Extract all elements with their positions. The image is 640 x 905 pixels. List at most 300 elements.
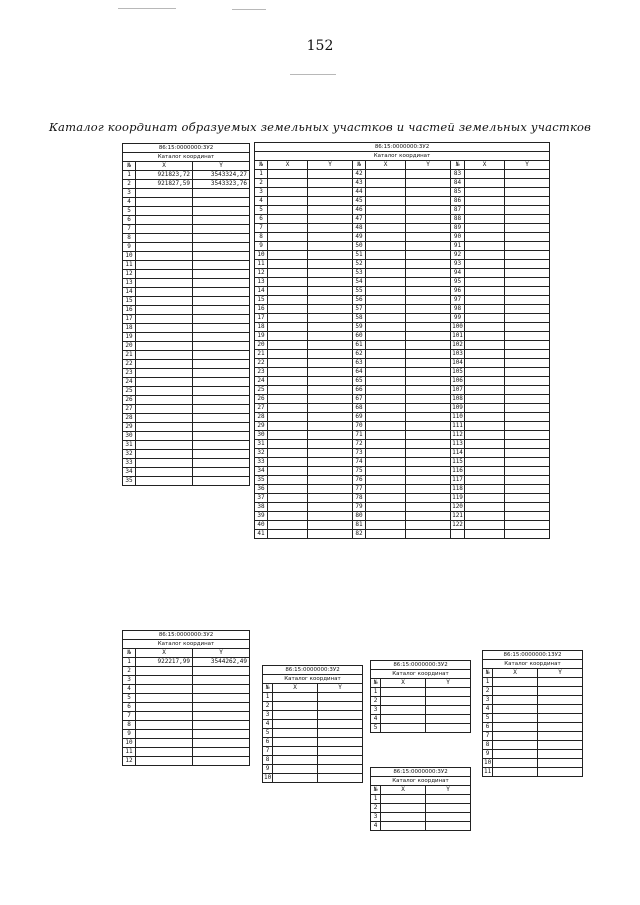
point-number: 27 bbox=[123, 405, 136, 414]
point-number: 22 bbox=[123, 360, 136, 369]
y-coordinate bbox=[406, 467, 451, 476]
y-coordinate bbox=[406, 170, 451, 179]
y-coordinate bbox=[193, 198, 250, 207]
x-coordinate bbox=[136, 712, 193, 721]
column-header: X bbox=[136, 162, 193, 171]
y-coordinate bbox=[505, 449, 550, 458]
x-coordinate bbox=[268, 458, 308, 467]
y-coordinate bbox=[308, 206, 353, 215]
x-coordinate bbox=[268, 476, 308, 485]
table-header-row bbox=[123, 153, 250, 162]
y-coordinate bbox=[406, 350, 451, 359]
table-row bbox=[255, 287, 550, 296]
x-coordinate bbox=[268, 449, 308, 458]
x-coordinate bbox=[136, 450, 193, 459]
table-row bbox=[123, 387, 250, 396]
x-coordinate bbox=[136, 279, 193, 288]
x-coordinate bbox=[136, 676, 193, 685]
x-coordinate bbox=[465, 287, 505, 296]
point-number: 120 bbox=[452, 503, 463, 510]
table-row bbox=[483, 768, 583, 777]
point-number: 1 bbox=[483, 678, 493, 687]
point-number: 6 bbox=[255, 215, 268, 224]
x-coordinate bbox=[268, 503, 308, 512]
point-number: 10 bbox=[123, 252, 136, 261]
y-coordinate bbox=[505, 251, 550, 260]
point-number: 114 bbox=[452, 449, 463, 456]
y-coordinate bbox=[193, 306, 250, 315]
coords-table-b5 bbox=[370, 660, 471, 733]
x-coordinate bbox=[366, 341, 406, 350]
x-coordinate bbox=[136, 730, 193, 739]
point-number: 75 bbox=[353, 467, 366, 476]
x-coordinate bbox=[268, 278, 308, 287]
y-coordinate bbox=[193, 703, 250, 712]
y-coordinate bbox=[406, 269, 451, 278]
y-coordinate bbox=[193, 297, 250, 306]
y-coordinate bbox=[308, 296, 353, 305]
y-coordinate bbox=[406, 449, 451, 458]
point-number: 109 bbox=[452, 404, 463, 411]
point-number: 27 bbox=[255, 404, 268, 413]
y-coordinate bbox=[505, 260, 550, 269]
y-coordinate bbox=[193, 396, 250, 405]
point-number: 12 bbox=[123, 757, 136, 766]
table-row bbox=[255, 197, 550, 206]
x-coordinate bbox=[366, 359, 406, 368]
x-coordinate bbox=[366, 206, 406, 215]
y-coordinate bbox=[308, 350, 353, 359]
point-number: 4 bbox=[123, 198, 136, 207]
point-number: 1 bbox=[123, 171, 136, 180]
x-coordinate bbox=[136, 369, 193, 378]
column-header-row bbox=[255, 161, 550, 170]
y-coordinate bbox=[193, 315, 250, 324]
x-coordinate bbox=[493, 723, 538, 732]
table-row bbox=[123, 396, 250, 405]
point-number: 57 bbox=[353, 305, 366, 314]
table-row bbox=[123, 189, 250, 198]
x-coordinate bbox=[465, 323, 505, 332]
y-coordinate bbox=[193, 721, 250, 730]
point-number: 8 bbox=[263, 756, 273, 765]
y-coordinate bbox=[308, 530, 353, 539]
y-coordinate bbox=[406, 512, 451, 521]
x-coordinate bbox=[136, 414, 193, 423]
y-coordinate bbox=[406, 530, 451, 539]
x-coordinate bbox=[465, 431, 505, 440]
column-header: № bbox=[483, 669, 493, 678]
table-row bbox=[255, 323, 550, 332]
x-coordinate bbox=[465, 215, 505, 224]
x-coordinate bbox=[136, 324, 193, 333]
point-number: 24 bbox=[255, 377, 268, 386]
y-coordinate bbox=[308, 314, 353, 323]
y-coordinate bbox=[426, 715, 471, 724]
x-coordinate bbox=[381, 688, 426, 697]
point-number: 91 bbox=[451, 242, 465, 251]
y-coordinate bbox=[318, 729, 363, 738]
y-coordinate bbox=[308, 233, 353, 242]
y-coordinate bbox=[308, 332, 353, 341]
x-coordinate bbox=[268, 323, 308, 332]
x-coordinate bbox=[366, 350, 406, 359]
table-row bbox=[371, 724, 471, 733]
y-coordinate bbox=[318, 693, 363, 702]
point-number: 64 bbox=[353, 368, 366, 377]
y-coordinate bbox=[505, 368, 550, 377]
table-row bbox=[255, 386, 550, 395]
table-row bbox=[123, 757, 250, 766]
table-row bbox=[123, 694, 250, 703]
y-coordinate bbox=[193, 450, 250, 459]
table-row bbox=[255, 242, 550, 251]
point-number: 5 bbox=[483, 714, 493, 723]
x-coordinate bbox=[268, 188, 308, 197]
x-coordinate bbox=[268, 404, 308, 413]
point-number: 1 bbox=[371, 795, 381, 804]
table-row bbox=[123, 432, 250, 441]
y-coordinate bbox=[308, 512, 353, 521]
x-coordinate bbox=[136, 459, 193, 468]
x-coordinate bbox=[465, 260, 505, 269]
point-number: 31 bbox=[255, 440, 268, 449]
y-coordinate bbox=[308, 467, 353, 476]
point-number: 82 bbox=[353, 530, 366, 539]
parcel-number: 86:15:0000000:13У2 bbox=[483, 651, 583, 660]
point-number: 6 bbox=[263, 738, 273, 747]
parcel-number: 86:15:0000000:3У2 bbox=[371, 768, 471, 777]
table-row bbox=[123, 315, 250, 324]
y-coordinate bbox=[406, 359, 451, 368]
y-coordinate bbox=[193, 432, 250, 441]
point-number: 34 bbox=[123, 468, 136, 477]
x-coordinate bbox=[136, 721, 193, 730]
point-number: 69 bbox=[353, 413, 366, 422]
y-coordinate bbox=[505, 233, 550, 242]
point-number: 12 bbox=[255, 269, 268, 278]
x-coordinate bbox=[136, 189, 193, 198]
x-coordinate bbox=[136, 225, 193, 234]
y-coordinate bbox=[193, 351, 250, 360]
point-number: 100 bbox=[452, 323, 463, 330]
y-coordinate bbox=[406, 260, 451, 269]
y-coordinate bbox=[406, 368, 451, 377]
x-coordinate bbox=[366, 503, 406, 512]
table-row bbox=[255, 224, 550, 233]
table-row bbox=[255, 179, 550, 188]
y-coordinate bbox=[193, 261, 250, 270]
x-coordinate bbox=[465, 188, 505, 197]
y-coordinate bbox=[505, 188, 550, 197]
parcel-number: 86:15:0000000:3У2 bbox=[371, 661, 471, 670]
point-number: 19 bbox=[123, 333, 136, 342]
table-row bbox=[255, 215, 550, 224]
column-header: Y bbox=[538, 669, 583, 678]
coords-table-b4 bbox=[262, 665, 363, 783]
x-coordinate bbox=[366, 278, 406, 287]
x-coordinate bbox=[366, 485, 406, 494]
x-coordinate bbox=[465, 269, 505, 278]
point-number: 83 bbox=[451, 170, 465, 179]
column-header: X bbox=[493, 669, 538, 678]
point-number: 59 bbox=[353, 323, 366, 332]
y-coordinate bbox=[505, 440, 550, 449]
y-coordinate bbox=[308, 494, 353, 503]
table-row bbox=[123, 739, 250, 748]
table-header-row bbox=[255, 152, 550, 161]
x-coordinate bbox=[465, 476, 505, 485]
x-coordinate bbox=[268, 179, 308, 188]
table-row bbox=[123, 270, 250, 279]
table-row bbox=[255, 314, 550, 323]
column-header: № bbox=[123, 649, 136, 658]
table-row bbox=[123, 441, 250, 450]
y-coordinate bbox=[406, 404, 451, 413]
y-coordinate bbox=[193, 207, 250, 216]
y-coordinate bbox=[193, 279, 250, 288]
point-number: 118 bbox=[452, 485, 463, 492]
column-header: Y bbox=[193, 649, 250, 658]
point-number: 5 bbox=[255, 206, 268, 215]
point-number: 104 bbox=[452, 359, 463, 366]
point-number: 35 bbox=[123, 477, 136, 486]
x-coordinate bbox=[465, 449, 505, 458]
table-row bbox=[371, 795, 471, 804]
coords-table-b3 bbox=[122, 630, 250, 766]
point-number: 17 bbox=[255, 314, 268, 323]
table-row bbox=[123, 378, 250, 387]
point-number: 7 bbox=[123, 712, 136, 721]
table-row bbox=[371, 715, 471, 724]
column-header: X bbox=[381, 786, 426, 795]
point-number: 53 bbox=[353, 269, 366, 278]
table-row bbox=[123, 342, 250, 351]
x-coordinate bbox=[366, 530, 406, 539]
y-coordinate bbox=[308, 431, 353, 440]
point-number: 42 bbox=[353, 170, 366, 179]
x-coordinate bbox=[273, 729, 318, 738]
point-number: 33 bbox=[123, 459, 136, 468]
point-number: 96 bbox=[451, 287, 465, 296]
point-number: 81 bbox=[353, 521, 366, 530]
point-number: 94 bbox=[451, 269, 465, 278]
x-coordinate bbox=[268, 386, 308, 395]
x-coordinate bbox=[268, 341, 308, 350]
table-row bbox=[255, 368, 550, 377]
x-coordinate bbox=[465, 170, 505, 179]
y-coordinate bbox=[193, 441, 250, 450]
y-coordinate bbox=[308, 170, 353, 179]
point-number: 121 bbox=[452, 512, 463, 519]
point-number: 11 bbox=[484, 768, 492, 775]
table-row bbox=[255, 431, 550, 440]
point-number: 73 bbox=[353, 449, 366, 458]
y-coordinate bbox=[505, 269, 550, 278]
point-number: 110 bbox=[452, 413, 463, 420]
point-number: 12 bbox=[123, 270, 136, 279]
y-coordinate bbox=[308, 359, 353, 368]
point-number: 93 bbox=[451, 260, 465, 269]
x-coordinate bbox=[381, 804, 426, 813]
x-coordinate bbox=[268, 422, 308, 431]
x-coordinate bbox=[465, 512, 505, 521]
y-coordinate bbox=[193, 225, 250, 234]
x-coordinate bbox=[366, 188, 406, 197]
y-coordinate bbox=[538, 696, 583, 705]
point-number: 10 bbox=[255, 251, 268, 260]
point-number: 16 bbox=[255, 305, 268, 314]
table-row bbox=[123, 324, 250, 333]
point-number: 76 bbox=[353, 476, 366, 485]
y-coordinate bbox=[406, 413, 451, 422]
y-coordinate bbox=[505, 422, 550, 431]
y-coordinate bbox=[426, 795, 471, 804]
y-coordinate bbox=[308, 323, 353, 332]
x-coordinate bbox=[366, 215, 406, 224]
table-row bbox=[255, 251, 550, 260]
y-coordinate bbox=[193, 477, 250, 486]
y-coordinate bbox=[505, 467, 550, 476]
table-row bbox=[255, 170, 550, 179]
point-number: 108 bbox=[452, 395, 463, 402]
x-coordinate bbox=[136, 468, 193, 477]
x-coordinate bbox=[136, 685, 193, 694]
table-row bbox=[371, 688, 471, 697]
table-row bbox=[371, 822, 471, 831]
point-number: 18 bbox=[123, 324, 136, 333]
y-coordinate bbox=[193, 342, 250, 351]
y-coordinate bbox=[406, 377, 451, 386]
point-number: 5 bbox=[123, 694, 136, 703]
y-coordinate bbox=[538, 732, 583, 741]
point-number: 2 bbox=[371, 804, 381, 813]
table-row bbox=[483, 723, 583, 732]
point-number: 63 bbox=[353, 359, 366, 368]
point-number: 15 bbox=[123, 297, 136, 306]
table-row bbox=[123, 721, 250, 730]
y-coordinate: 3544262,49 bbox=[193, 658, 250, 667]
y-coordinate bbox=[308, 197, 353, 206]
table-row bbox=[255, 269, 550, 278]
table-row bbox=[123, 712, 250, 721]
x-coordinate bbox=[268, 350, 308, 359]
x-coordinate bbox=[268, 431, 308, 440]
point-number: 119 bbox=[452, 494, 463, 501]
y-coordinate bbox=[505, 341, 550, 350]
table-row bbox=[123, 676, 250, 685]
y-coordinate bbox=[406, 386, 451, 395]
y-coordinate bbox=[318, 702, 363, 711]
point-number: 56 bbox=[353, 296, 366, 305]
x-coordinate bbox=[268, 359, 308, 368]
table-row bbox=[255, 476, 550, 485]
point-number: 58 bbox=[353, 314, 366, 323]
x-coordinate bbox=[465, 386, 505, 395]
y-coordinate bbox=[505, 476, 550, 485]
point-number: 106 bbox=[452, 377, 463, 384]
point-number: 14 bbox=[255, 287, 268, 296]
x-coordinate bbox=[366, 476, 406, 485]
column-header-row bbox=[123, 162, 250, 171]
point-number: 101 bbox=[452, 332, 463, 339]
y-coordinate bbox=[505, 413, 550, 422]
column-header: № bbox=[263, 684, 273, 693]
point-number: 33 bbox=[255, 458, 268, 467]
y-coordinate bbox=[406, 197, 451, 206]
x-coordinate bbox=[136, 387, 193, 396]
y-coordinate bbox=[505, 224, 550, 233]
x-coordinate bbox=[366, 314, 406, 323]
point-number: 5 bbox=[263, 729, 273, 738]
point-number: 3 bbox=[483, 696, 493, 705]
y-coordinate bbox=[308, 278, 353, 287]
x-coordinate bbox=[273, 774, 318, 783]
x-coordinate bbox=[366, 377, 406, 386]
x-coordinate bbox=[268, 260, 308, 269]
point-number: 8 bbox=[123, 721, 136, 730]
x-coordinate bbox=[465, 458, 505, 467]
column-header-row bbox=[371, 786, 471, 795]
point-number: 4 bbox=[263, 720, 273, 729]
point-number: 5 bbox=[371, 724, 381, 733]
point-number: 2 bbox=[123, 667, 136, 676]
column-header: № bbox=[371, 786, 381, 795]
table-row bbox=[255, 467, 550, 476]
point-number: 20 bbox=[123, 342, 136, 351]
point-number: 80 bbox=[353, 512, 366, 521]
point-number: 21 bbox=[123, 351, 136, 360]
y-coordinate bbox=[193, 459, 250, 468]
y-coordinate bbox=[308, 476, 353, 485]
y-coordinate bbox=[193, 694, 250, 703]
x-coordinate bbox=[268, 269, 308, 278]
y-coordinate bbox=[406, 242, 451, 251]
column-header: X bbox=[465, 161, 505, 170]
point-number: 15 bbox=[255, 296, 268, 305]
table-row bbox=[123, 306, 250, 315]
x-coordinate bbox=[493, 732, 538, 741]
point-number: 10 bbox=[123, 739, 136, 748]
table-row bbox=[123, 685, 250, 694]
table-row bbox=[263, 747, 363, 756]
y-coordinate bbox=[406, 485, 451, 494]
coords-table-b6 bbox=[370, 767, 471, 831]
table-row bbox=[123, 450, 250, 459]
x-coordinate bbox=[493, 741, 538, 750]
y-coordinate bbox=[193, 270, 250, 279]
point-number: 70 bbox=[353, 422, 366, 431]
y-coordinate bbox=[308, 341, 353, 350]
y-coordinate bbox=[505, 395, 550, 404]
table-row bbox=[123, 369, 250, 378]
point-number: 65 bbox=[353, 377, 366, 386]
table-row bbox=[483, 732, 583, 741]
y-coordinate bbox=[406, 224, 451, 233]
x-coordinate bbox=[366, 449, 406, 458]
point-number: 10 bbox=[484, 759, 492, 766]
y-coordinate bbox=[505, 305, 550, 314]
column-header-row bbox=[263, 684, 363, 693]
table-row bbox=[255, 485, 550, 494]
point-number: 107 bbox=[452, 386, 463, 393]
point-number: 14 bbox=[123, 288, 136, 297]
y-coordinate bbox=[406, 215, 451, 224]
column-header: X bbox=[136, 649, 193, 658]
table-row bbox=[123, 243, 250, 252]
y-coordinate bbox=[406, 458, 451, 467]
x-coordinate bbox=[366, 179, 406, 188]
